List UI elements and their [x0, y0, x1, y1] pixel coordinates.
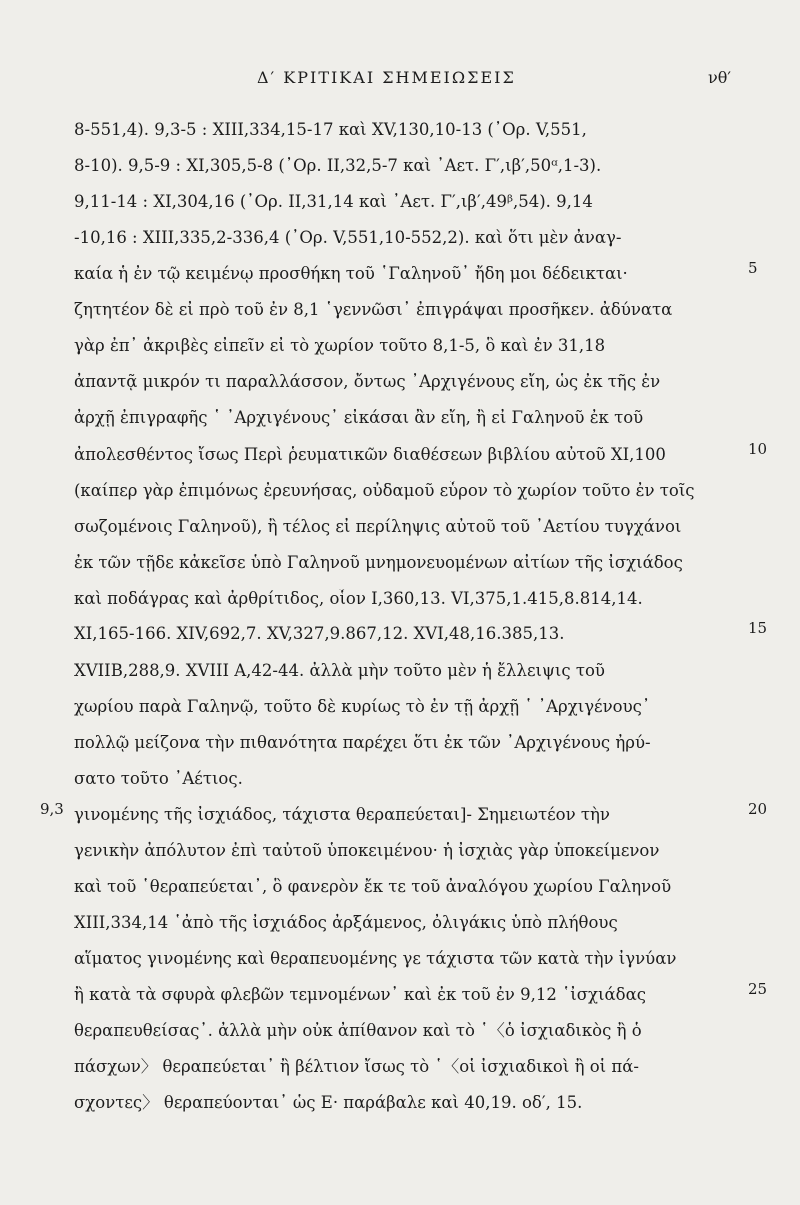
text-line: σωζομένοις Γαληνοῦ), ἢ τέλος εἰ περίληψις αὐτοῦ τοῦ ᾽Αετίου τυγχάνοι [74, 517, 682, 536]
text-line: θεραπευθείσας᾽. ἀλλὰ μὴν οὐκ ἀπίθανον καὶ τὸ ῾〈ὁ ἰσχιαδικὸς ἢ ὁ [74, 1021, 642, 1040]
text-line: 8-551,4). 9,3-5 : XIII,334,15-17 καὶ XV,130,10-13 (᾽Ορ. V,551, [74, 120, 587, 139]
text-line: καὶ τοῦ ῾θεραπεύεται᾽, ὃ φανερὸν ἔκ τε τοῦ ἀναλόγου χωρίου Γαληνοῦ [74, 877, 672, 896]
text-line: σατο τοῦτο ᾽Αέτιος. [74, 769, 243, 788]
text-line: χωρίου παρὰ Γαληνῷ, τοῦτο δὲ κυρίως τὸ ἐν τῇ ἀρχῇ ῾ ᾽Αρχιγένους᾽ [74, 697, 651, 716]
text-line: πολλῷ μείζονα τὴν πιθανότητα παρέχει ὅτι ἐκ τῶν ᾽Αρχιγένους ἠρύ- [74, 733, 651, 752]
line-number-marker: 15 [748, 619, 768, 637]
line-number-marker: 5 [748, 259, 758, 277]
header-title: Δ′ ΚΡΙΤΙΚΑΙ ΣΗΜΕΙΩΣΕΙΣ [257, 68, 516, 87]
text-line: γινομένης τῆς ἰσχιάδος, τάχιστα θεραπεύεται]- Σημειωτέον τὴν [74, 805, 610, 824]
line-number-marker: 25 [748, 980, 768, 998]
line-number-marker: 10 [748, 440, 768, 458]
lemma-reference: 9,3 [40, 800, 64, 818]
text-line: σχοντες〉 θεραπεύονται᾽ ὡς E· παράβαλε καὶ 40,19. οδ′, 15. [74, 1093, 583, 1112]
text-line: -10,16 : XIII,335,2-336,4 (᾽Ορ. V,551,10-552,2). καὶ ὅτι μὲν ἀναγ- [74, 228, 622, 247]
text-line: ἢ κατὰ τὰ σφυρὰ φλεβῶν τεμνομένων᾽ καὶ ἐκ τοῦ ἐν 9,12 ῾ἰσχιάδας [74, 985, 646, 1004]
line-number-marker: 20 [748, 800, 768, 818]
text-line: ζητητέον δὲ εἰ πρὸ τοῦ ἐν 8,1 ῾γεννῶσι᾽ ἐπιγράψαι προσῆκεν. ἀδύνατα [74, 300, 673, 319]
page-number: νθ′ [708, 68, 731, 87]
text-line: καία ἡ ἐν τῷ κειμένῳ προσθήκη τοῦ ῾Γαληνοῦ᾽ ἤδη μοι δέδεικται· [74, 264, 628, 283]
text-line: XIII,334,14 ῾ἀπὸ τῆς ἰσχιάδος ἀρξάμενος, ὀλιγάκις ὑπὸ πλήθους [74, 913, 618, 932]
text-line: καὶ ποδάγρας καὶ ἀρθρίτιδος, οἷον I,360,13. VI,375,1.415,8.814,14. [74, 589, 643, 608]
text-line: XI,165-166. XIV,692,7. XV,327,9.867,12. XVI,48,16.385,13. [74, 624, 565, 643]
text-line: πάσχων〉 θεραπεύεται᾽ ἢ βέλτιον ἴσως τὸ ῾〈οἱ ἰσχιαδικοὶ ἢ οἱ πά- [74, 1057, 639, 1076]
text-line: ἀπολεσθέντος ἴσως Περὶ ῥευματικῶν διαθέσεων βιβλίου αὐτοῦ XI,100 [74, 445, 666, 464]
running-header [0, 68, 800, 92]
text-line: γενικὴν ἀπόλυτον ἐπὶ ταὐτοῦ ὑποκειμένου· ἡ ἰσχιὰς γὰρ ὑποκείμενον [74, 841, 660, 860]
text-line: αἵματος γινομένης καὶ θεραπευομένης γε τάχιστα τῶν κατὰ τὴν ἰγνύαν [74, 949, 677, 968]
text-line: 8-10). 9,5-9 : XI,305,5-8 (᾽Ορ. II,32,5-7 καὶ ᾽Αετ. Γ′,ιβ′,50ᵅ,1-3). [74, 156, 602, 175]
text-line: (καίπερ γὰρ ἐπιμόνως ἐρευνήσας, οὐδαμοῦ εὗρον τὸ χωρίον τοῦτο ἐν τοῖς [74, 481, 695, 500]
text-line: ἀπαντᾷ μικρόν τι παραλλάσσον, ὄντως ᾽Αρχιγένους εἴη, ὡς ἐκ τῆς ἐν [74, 372, 661, 391]
text-line: ἀρχῇ ἐπιγραφῆς ῾ ᾽Αρχιγένους᾽ εἰκάσαι ἂν εἴη, ἢ εἰ Γαληνοῦ ἐκ τοῦ [74, 408, 644, 427]
text-line: ἐκ τῶν τῇδε κἀκεῖσε ὑπὸ Γαληνοῦ μνημονευομένων αἰτίων τῆς ἰσχιάδος [74, 553, 683, 572]
text-line: γὰρ ἐπ᾽ ἀκριβὲς εἰπεῖν εἰ τὸ χωρίον τοῦτο 8,1-5, ὃ καὶ ἐν 31,18 [74, 336, 606, 355]
text-line: XVIIB,288,9. XVIII A,42-44. ἀλλὰ μὴν τοῦτο μὲν ἡ ἔλλειψις τοῦ [74, 661, 605, 680]
text-line: 9,11-14 : XI,304,16 (᾽Ορ. II,31,14 καὶ ᾽Αετ. Γ′,ιβ′,49ᵝ,54). 9,14 [74, 192, 593, 211]
